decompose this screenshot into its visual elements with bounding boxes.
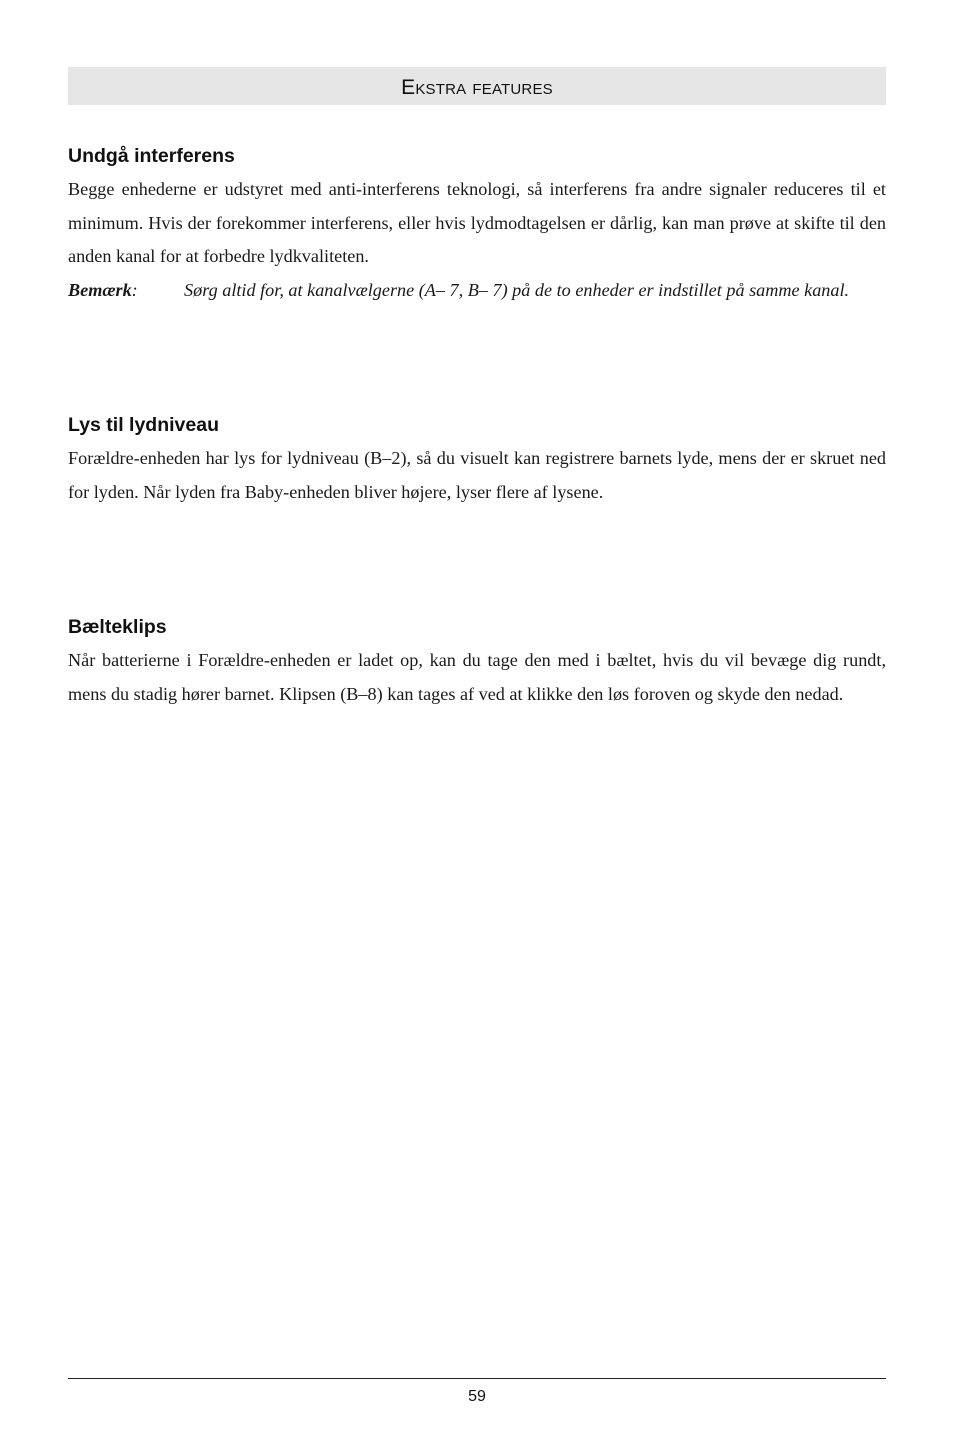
section-interference — [68, 143, 886, 307]
note-label-container — [68, 274, 184, 308]
section-heading: Undgå interferens — [68, 145, 235, 167]
section-title-bar — [68, 67, 886, 105]
section-belt-clip — [68, 614, 886, 711]
note-block — [68, 274, 886, 308]
section-paragraph: Begge enhederne er udstyret med anti-interferens teknologi, så interferens fra andre signaler reduceres til et minimum. Hvis der forekommer interferens, eller hvis lydmodtagelsen er dårlig, kan man prøve at skifte til den anden kanal for at forbedre lydkvaliteten. — [68, 179, 886, 267]
section-heading: Bælteklips — [68, 616, 167, 638]
note-text: Sørg altid for, at kanalvælgerne (A– 7, B– 7) på de to enheder er indstillet på samme kanal. — [184, 279, 850, 300]
section-heading: Lys til lydniveau — [68, 414, 219, 436]
note-label: Bemærk — [68, 279, 132, 300]
section-sound-level-lights — [68, 412, 886, 509]
page-title: Ekstra features — [401, 76, 553, 99]
section-paragraph: Når batterierne i Forældre-enheden er ladet op, kan du tage den med i bæltet, hvis du vil bevæge dig rundt, mens du stadig hører barnet. Klipsen (B–8) kan tages af ved at klikke den løs foroven og skyde den nedad. — [68, 650, 886, 704]
page-number: 59 — [468, 1388, 486, 1405]
note-label-suffix: : — [131, 279, 138, 300]
footer-divider — [68, 1378, 886, 1379]
section-paragraph: Forældre-enheden har lys for lydniveau (B–2), så du visuelt kan registrere barnets lyde, mens der er skruet ned for lyden. Når lyden fra Baby-enheden bliver højere, lyser flere af lysene. — [68, 448, 886, 502]
